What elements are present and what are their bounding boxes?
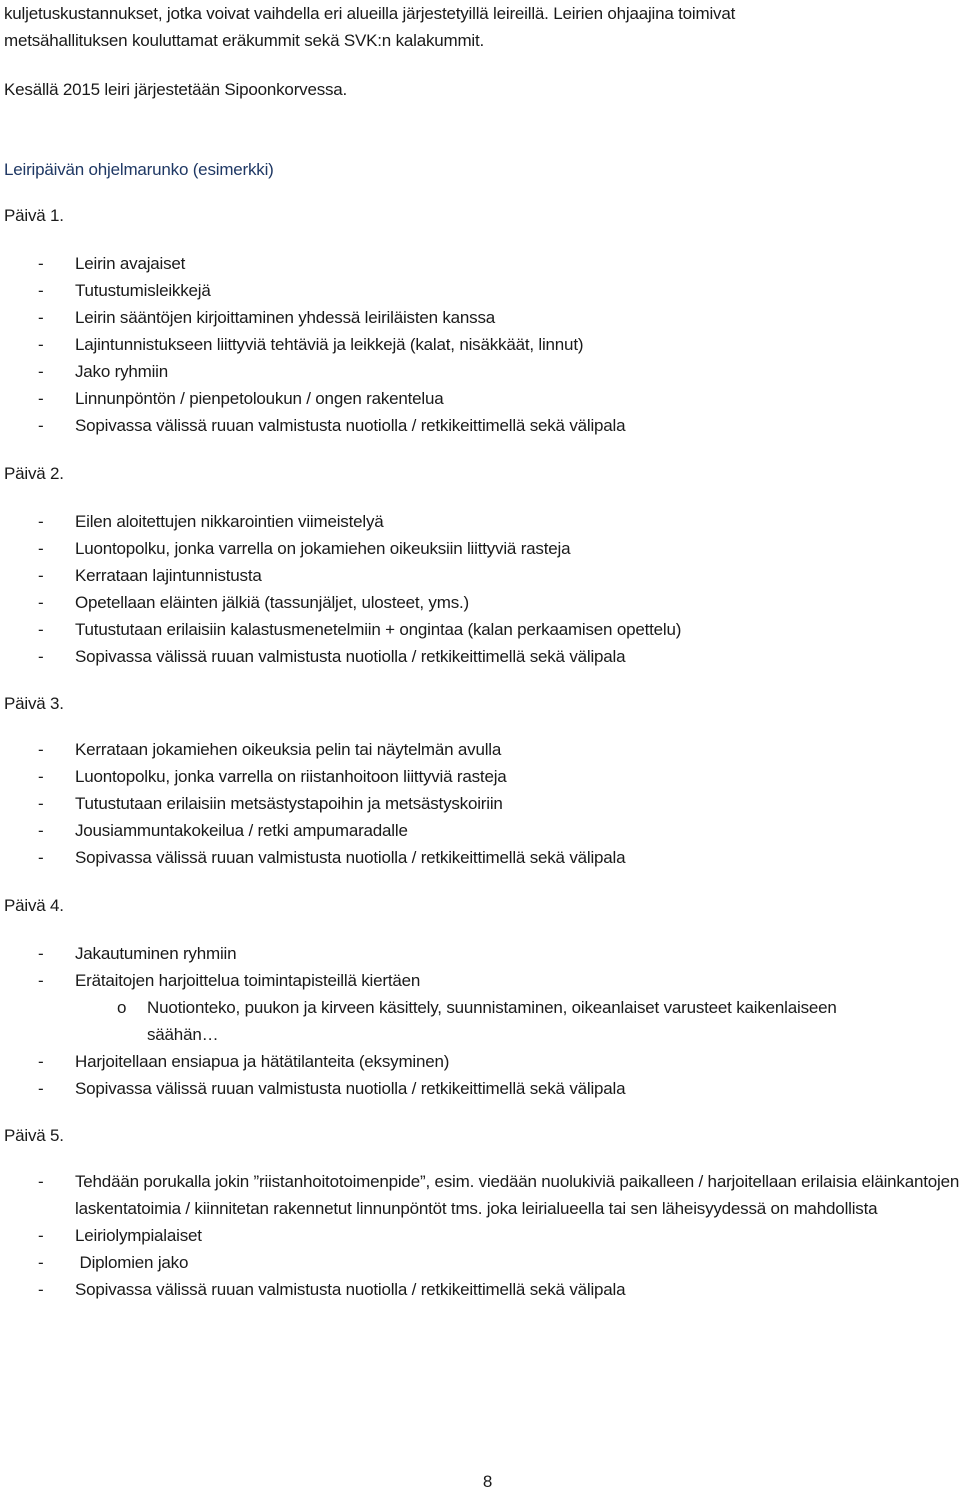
list-item (0, 535, 960, 562)
list-item-text: Sopivassa välissä ruuan valmistusta nuotiolla / retkikeittimellä sekä välipala (75, 848, 626, 867)
list-item-text: Sopivassa välissä ruuan valmistusta nuotiolla / retkikeittimellä sekä välipala (75, 1280, 626, 1299)
dash-marker: - (38, 1172, 44, 1191)
list-item (0, 277, 960, 304)
list-item (0, 790, 960, 817)
dash-marker: - (38, 944, 44, 963)
day-5-label: Päivä 5. (4, 1126, 64, 1145)
dash-marker: - (38, 1052, 44, 1071)
list-item (0, 1048, 960, 1075)
list-item-text: Harjoitellaan ensiapua ja hätätilanteita (eksyminen) (75, 1052, 450, 1071)
day-5-list (0, 1168, 960, 1303)
list-item (0, 967, 960, 1048)
day-4-label: Päivä 4. (4, 896, 64, 915)
list-item-text: Leirin sääntöjen kirjoittaminen yhdessä leiriläisten kanssa (75, 308, 496, 327)
day-3-label: Päivä 3. (4, 694, 64, 713)
list-item-text: Tutustumisleikkejä (75, 281, 211, 300)
program-heading: Leiripäivän ohjelmarunko (esimerkki) (4, 160, 274, 179)
dash-marker: - (38, 647, 44, 666)
list-item (0, 1075, 960, 1102)
dash-marker: - (38, 539, 44, 558)
list-item-text: Kerrataan lajintunnistusta (75, 566, 262, 585)
day-4-sublist (0, 994, 960, 1048)
list-item (0, 643, 960, 670)
dash-marker: - (38, 1226, 44, 1245)
list-item (0, 616, 960, 643)
dash-marker: - (38, 794, 44, 813)
bullet-marker: o (117, 998, 127, 1017)
list-item (0, 817, 960, 844)
list-item-text: Jakautuminen ryhmiin (75, 944, 237, 963)
dash-marker: - (38, 740, 44, 759)
list-item-text: Sopivassa välissä ruuan valmistusta nuotiolla / retkikeittimellä sekä välipala (75, 647, 626, 666)
dash-marker: - (38, 566, 44, 585)
list-item-text: Linnunpöntön / pienpetoloukun / ongen rakentelua (75, 389, 444, 408)
intro-line-2: metsähallituksen kouluttamat eräkummit sekä SVK:n kalakummit. (4, 31, 485, 50)
dash-marker: - (38, 1253, 44, 1272)
list-item-text: Leirin avajaiset (75, 254, 186, 273)
list-item (0, 1168, 960, 1222)
intro-line-1: kuljetuskustannukset, jotka voivat vaihdella eri alueilla järjestetyillä leireillä. Leirien ohjaajina toimivat (4, 4, 736, 23)
dash-marker: - (38, 362, 44, 381)
dash-marker: - (38, 389, 44, 408)
list-item (0, 736, 960, 763)
day-1-list (0, 250, 960, 439)
dash-marker: - (38, 308, 44, 327)
summer-location: Kesällä 2015 leiri järjestetään Sipoonkorvessa. (4, 80, 348, 99)
dash-marker: - (38, 593, 44, 612)
list-item-text: Kerrataan jokamiehen oikeuksia pelin tai näytelmän avulla (75, 740, 502, 759)
list-item (0, 508, 960, 535)
list-item-text: Eilen aloitettujen nikkarointien viimeistelyä (75, 512, 384, 531)
sub-list-item (75, 994, 887, 1048)
list-item-text: Tutustutaan erilaisiin kalastusmenetelmiin + ongintaa (kalan perkaamisen opettelu) (75, 620, 682, 639)
list-item-text: Diplomien jako (75, 1253, 189, 1272)
sub-list-item-text: Nuotionteko, puukon ja kirveen käsittely, suunnistaminen, oikeanlaiset varusteet kaikenlaiseen säähän… (147, 998, 837, 1044)
list-item (0, 763, 960, 790)
list-item (0, 1276, 960, 1303)
list-item (0, 940, 960, 967)
list-item (0, 358, 960, 385)
dash-marker: - (38, 416, 44, 435)
list-item-text: Opetellaan eläinten jälkiä (tassunjäljet, ulosteet, yms.) (75, 593, 469, 612)
dash-marker: - (38, 620, 44, 639)
day-3-list (0, 736, 960, 871)
dash-marker: - (38, 1079, 44, 1098)
dash-marker: - (38, 767, 44, 786)
list-item (0, 250, 960, 277)
list-item-text: Lajintunnistukseen liittyviä tehtäviä ja leikkejä (kalat, nisäkkäät, linnut) (75, 335, 584, 354)
list-item-text: Leiriolympialaiset (75, 1226, 202, 1245)
list-item (0, 1249, 960, 1276)
list-item (0, 331, 960, 358)
list-item (0, 304, 960, 331)
dash-marker: - (38, 254, 44, 273)
list-item-text: Luontopolku, jonka varrella on jokamiehen oikeuksiin liittyviä rasteja (75, 539, 571, 558)
day-2-label: Päivä 2. (4, 464, 64, 483)
day-4-list (0, 940, 960, 1102)
day-1-label: Päivä 1. (4, 206, 64, 225)
dash-marker: - (38, 848, 44, 867)
list-item-text: Tutustutaan erilaisiin metsästystapoihin ja metsästyskoiriin (75, 794, 503, 813)
day-2-list (0, 508, 960, 670)
dash-marker: - (38, 335, 44, 354)
list-item (0, 385, 960, 412)
list-item-text: Erätaitojen harjoittelua toimintapisteillä kiertäen (75, 971, 421, 990)
list-item-text: Jousiammuntakokeilua / retki ampumaradalle (75, 821, 408, 840)
list-item-text: Luontopolku, jonka varrella on riistanhoitoon liittyviä rasteja (75, 767, 507, 786)
dash-marker: - (38, 821, 44, 840)
list-item-text: Sopivassa välissä ruuan valmistusta nuotiolla / retkikeittimellä sekä välipala (75, 1079, 626, 1098)
dash-marker: - (38, 281, 44, 300)
dash-marker: - (38, 512, 44, 531)
list-item-text: Jako ryhmiin (75, 362, 169, 381)
list-item-text: Tehdään porukalla jokin ”riistanhoitotoimenpide”, esim. viedään nuolukiviä paikalleen / harjoitellaan erilaisia eläinkantojen laskentatoimia / kiinnitetan rakennetut linnunpöntöt tms. joka leirialueella tai sen läheisyydessä on mahdollista (75, 1172, 960, 1218)
list-item (0, 1222, 960, 1249)
list-item (0, 412, 960, 439)
page-number: 8 (482, 1472, 493, 1491)
list-item (0, 562, 960, 589)
list-item-text: Sopivassa välissä ruuan valmistusta nuotiolla / retkikeittimellä sekä välipala (75, 416, 626, 435)
list-item (0, 844, 960, 871)
dash-marker: - (38, 971, 44, 990)
dash-marker: - (38, 1280, 44, 1299)
list-item (0, 589, 960, 616)
